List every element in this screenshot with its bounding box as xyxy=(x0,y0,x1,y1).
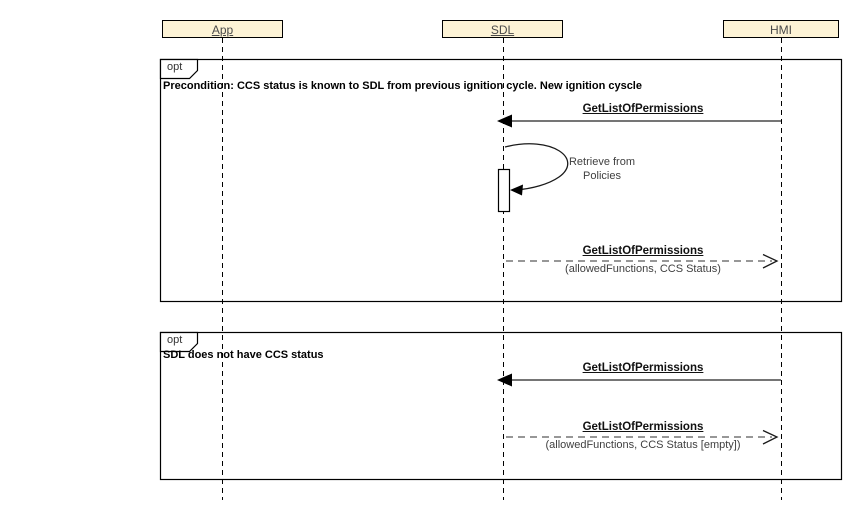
arrowhead-solid-2 xyxy=(497,374,512,387)
message-label-getlistofpermissions-response-1[interactable]: GetListOfPermissions xyxy=(582,245,704,257)
opt-fragment-1-guard-text: Precondition: CCS status is known to SDL from previous ignition cycle. New ignition cyscle xyxy=(163,80,642,92)
participant-hmi-label: HMI xyxy=(770,23,792,37)
message-params-response-2: (allowedFunctions, CCS Status [empty]) xyxy=(545,439,741,451)
participant-sdl-label[interactable]: SDL xyxy=(490,23,515,37)
participant-app[interactable] xyxy=(162,20,283,38)
self-message-label-retrieve-from-policies: Retrieve from Policies xyxy=(568,156,636,182)
participant-sdl[interactable] xyxy=(442,20,563,38)
message-label-getlistofpermissions-response-2[interactable]: GetListOfPermissions xyxy=(582,421,704,433)
message-label-getlistofpermissions-request-2[interactable]: GetListOfPermissions xyxy=(582,362,704,374)
opt-fragment-2-guard-text: SDL does not have CCS status xyxy=(163,349,324,361)
message-params-response-1: (allowedFunctions, CCS Status) xyxy=(565,263,721,275)
arrowhead-self-message xyxy=(510,185,523,196)
sdl-activation-bar xyxy=(499,170,510,212)
message-label-getlistofpermissions-request-1[interactable]: GetListOfPermissions xyxy=(582,103,704,115)
opt-fragment-1-operator-label: opt xyxy=(167,61,183,73)
participant-app-label[interactable]: App xyxy=(211,23,234,37)
arrowhead-solid-1 xyxy=(497,115,512,128)
opt-fragment-2-operator-label: opt xyxy=(167,334,183,346)
participant-hmi xyxy=(723,20,839,38)
